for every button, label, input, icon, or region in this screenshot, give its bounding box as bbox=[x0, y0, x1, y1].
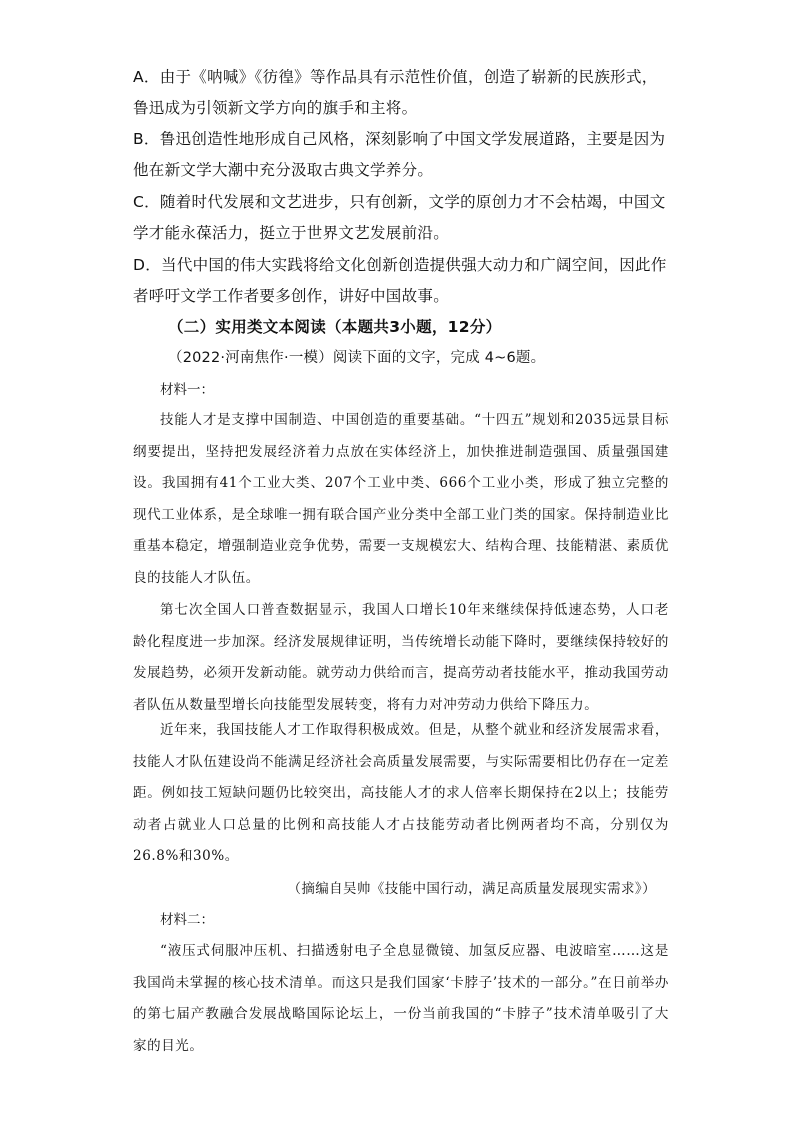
material-1-paragraph-2: 第七次全国人口普查数据显示，我国人口增长10年来继续保持低速态势，人口老龄化程度进一步加深。经济发展规律证明，当传统增长动能下降时，要继续保持较好的发展趋势，必须开发新动能。就劳动力供给而言，提高劳动者技能水平，推动我国劳动者队伍从数量型增长向技能型发展转变，将有力对冲劳动力供给下降压力。 bbox=[133, 602, 669, 713]
option-d: D．当代中国的伟大实践将给文化创新创造提供强大动力和广阔空间，因此作者呼吁文学工作者要多创作，讲好中国故事。 bbox=[133, 256, 667, 305]
material-1-citation: （摘编自吴帅《技能中国行动，满足高质量发展现实需求》） bbox=[287, 881, 656, 897]
question-source: （2022·河南焦作·一模）阅读下面的文字，完成 4~6题。 bbox=[168, 350, 546, 366]
option-b: B．鲁迅创造性地形成自己风格，深刻影响了中国文学发展道路，主要是因为他在新文学大潮中充分汲取古典文学养分。 bbox=[133, 130, 666, 179]
material-1-label: 材料一： bbox=[160, 382, 214, 398]
material-2-label: 材料二： bbox=[160, 912, 214, 928]
option-c: C．随着时代发展和文艺进步，只有创新，文学的原创力才不会枯竭，中国文学才能永葆活力，挺立于世界文艺发展前沿。 bbox=[133, 193, 666, 242]
section-heading: （二）实用类文本阅读（本题共3小题，12分） bbox=[168, 318, 502, 336]
material-1-paragraph-3: 近年来，我国技能人才工作取得积极成效。但是，从整个就业和经济发展需求看，技能人才队伍建设尚不能满足经济社会高质量发展需要，与实际需要相比仍存在一定差距。例如技工短缺问题仍比较突出，高技能人才的求人倍率长期保持在2以上；技能劳动者占就业人口总量的比例和高技能人才占技能劳动者比例两者均不高，分别仅为26.8%和30%。 bbox=[133, 722, 669, 865]
option-a: A．由于《呐喊》《彷徨》等作品具有示范性价值，创造了崭新的民族形式，鲁迅成为引领新文学方向的旗手和主将。 bbox=[133, 68, 658, 117]
material-2-paragraph: “液压式伺服冲压机、扫描透射电子全息显微镜、加氢反应器、电波暗室……这是我国尚未掌握的核心技术清单。而这只是我们国家‘卡脖子’技术的一部分。”在日前举办的第七届产教融合发展战略国际论坛上，一份当前我国的“卡脖子”技术清单吸引了大家的目光。 bbox=[133, 943, 669, 1054]
material-1-paragraph-1: 技能人才是支撑中国制造、中国创造的重要基础。“十四五”规划和2035远景目标纲要提出，坚持把发展经济着力点放在实体经济上，加快推进制造强国、质量强国建设。我国拥有41个工业大类、207个工业中类、666个工业小类，形成了独立完整的现代工业体系，是全球唯一拥有联合国产业分类中全部工业门类的国家。保持制造业比重基本稳定，增强制造业竞争优势，需要一支规模宏大、结构合理、技能精湛、素质优良的技能人才队伍。 bbox=[133, 412, 669, 586]
